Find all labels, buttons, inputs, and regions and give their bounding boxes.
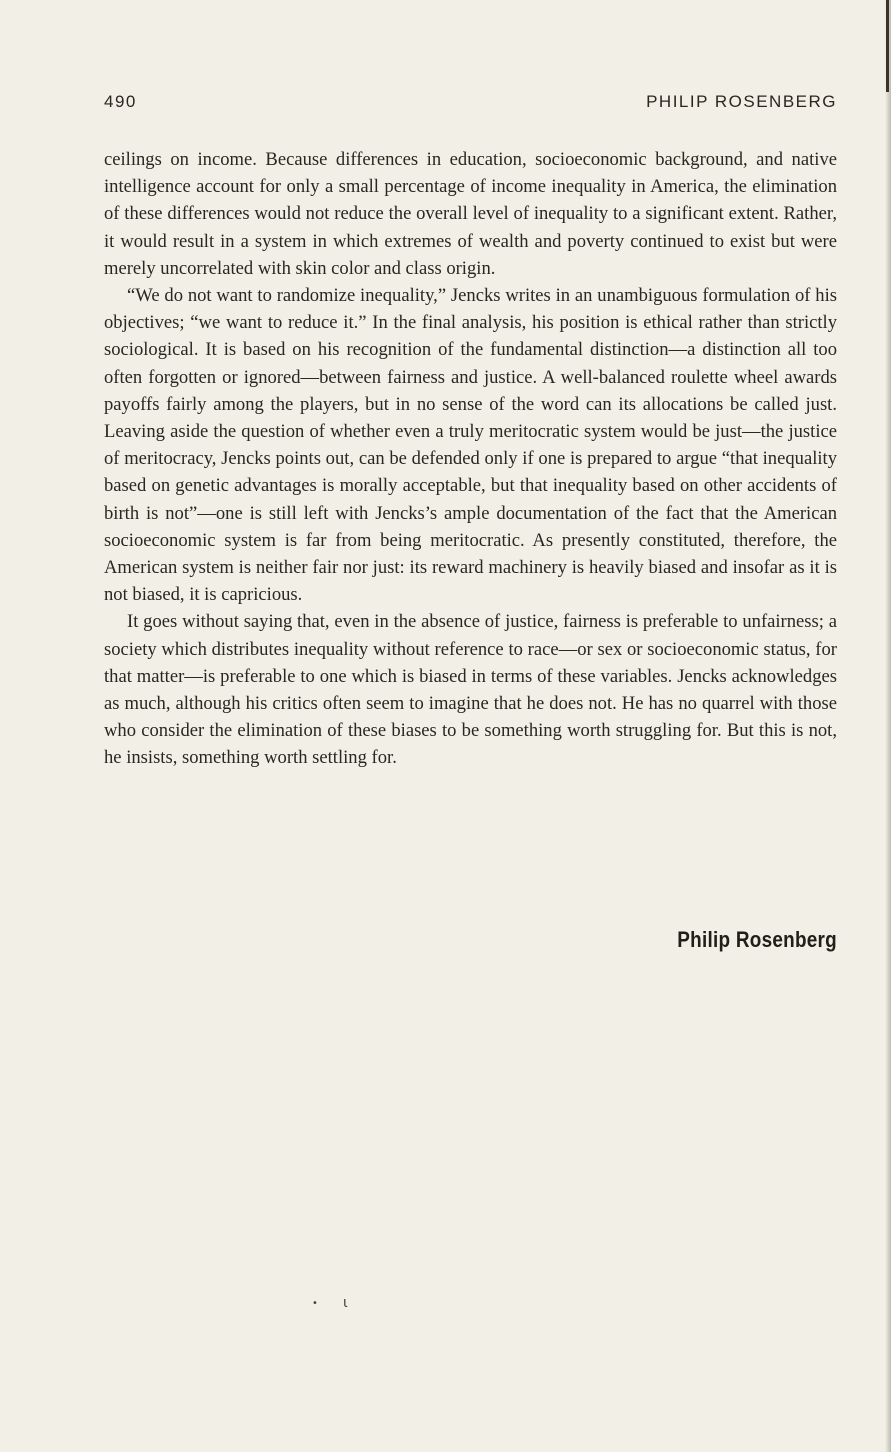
- paragraph-1: ceilings on income. Because differences in education, socioeconomic background, and native intelligence account for only a small percentage of income inequality in America, the elimination of these differences would not reduce the overall level of inequality to a significant extent. Rather, it would result in a system in which extremes of wealth and poverty continued to exist but were merely uncorrelated with skin color and class origin.: [104, 149, 837, 279]
- binding-shadow: [886, 0, 889, 92]
- paragraph-2: “We do not want to randomize inequality,” Jencks writes in an unambiguous formulation of his objectives; “we want to reduce it.” In the final analysis, his position is ethical rather than strictly sociological. It is based on his recognition of the fundamental distinction—a distinction all too often forgotten or ignored—between fairness and justice. A well-balanced roulette wheel awards payoffs fairly among the players, but in no sense of the word can its allocations be called just. Leaving aside the question of whether even a truly meritocratic system would be just—the justice of meritocracy, Jencks points out, can be defended only if one is prepared to argue “that inequality based on genetic advantages is morally acceptable, but that inequality based on other accidents of birth is not”—one is still left with Jencks’s ample documentation of the fact that the American socioeconomic system is far from being meritocratic. As presently constituted, therefore, the American system is neither fair nor just: its reward machinery is heavily biased and insofar as it is not biased, it is capricious.: [104, 285, 837, 606]
- scan-speck-mark: ι: [343, 1295, 348, 1311]
- scan-speck-dot: •: [312, 1298, 318, 1309]
- scanned-page-edge: [885, 0, 891, 1452]
- paragraph-3: It goes without saying that, even in the absence of justice, fairness is preferable to unfairness; a society which distributes inequality without reference to race—or sex or socioeconomic status, for that matter—is preferable to one which is biased in terms of these variables. Jencks acknowledges as much, although his critics often seem to imagine that he does not. He has no quarrel with those who consider the elimination of these biases to be something worth struggling for. But this is not, he insists, something worth settling for.: [104, 611, 837, 769]
- author-signature: Philip Rosenberg: [677, 927, 837, 952]
- page-number: 490: [104, 92, 137, 111]
- article-body: [104, 146, 837, 772]
- running-head-author: PHILIP ROSENBERG: [646, 92, 837, 111]
- running-head: [104, 92, 837, 116]
